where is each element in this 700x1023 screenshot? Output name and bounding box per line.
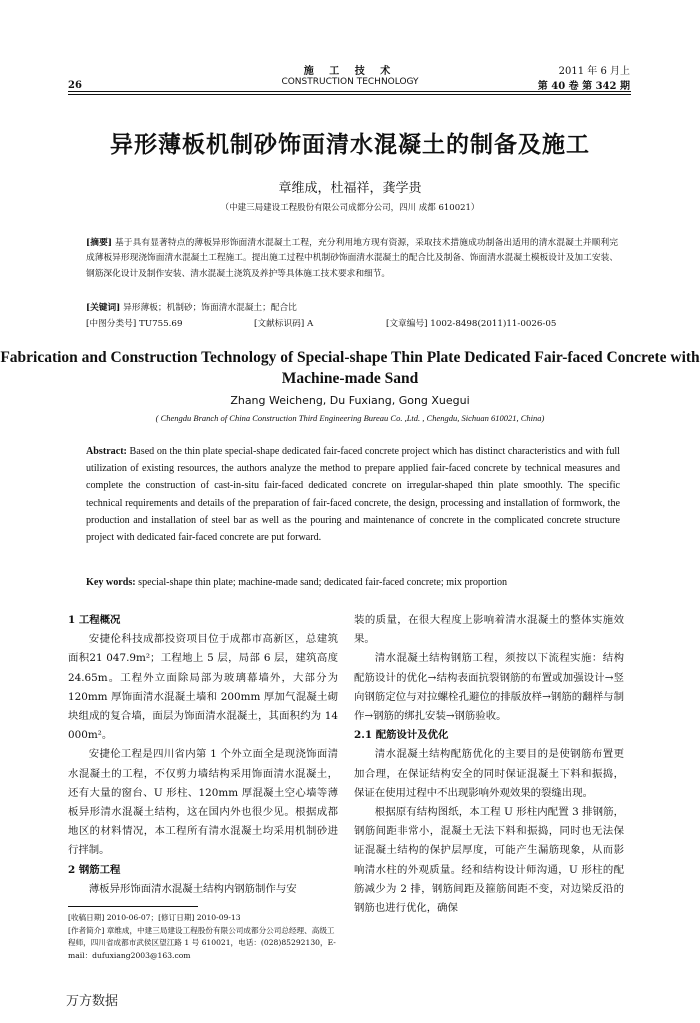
section-1-paragraph-1: 安捷伦科技成都投资项目位于成都市高新区，总建筑面积21 047.9m²；工程地上 5 层，局部 6 层，建筑高度 24.65m。工程外立面除局部为玻璃幕墙外，大部分为 120mm 厚饰面清水混凝土墙和 200mm 厚加气混凝土砌块组成的复合墙，面层为饰面清水混凝土，其面积约为 14 000m²。 [68, 633, 338, 742]
abstract-en-text: Based on the thin plate special-shape dedicated fair-faced concrete project which has distinct characteristics and with full utilization of existing resources, the authors analyze the method to prepare applied fair-faced concrete by technical measures and complete the construction of cast-in-situ fair-faced dedicated concrete on irregular-shaped thin plate smoothly. The specific technical requirements and details of the preparation of fair-faced concrete, the design, processing and installation of formwork, the production and installation of steel bar as well as the pouring and maintenance of concrete in the complicated concrete structure project with dedicated fair-faced concrete are put forward. [86, 446, 620, 544]
abstract-cn-label: [摘要] [86, 238, 113, 248]
abstract-cn [86, 236, 618, 282]
keywords-en [86, 574, 620, 591]
footnote [68, 912, 340, 962]
keywords-en-text: special-shape thin plate; machine-made sand; dedicated fair-faced concrete; mix proportion [138, 577, 508, 588]
subsection-2-1-paragraph-1: 清水混凝土结构配筋优化的主要目的是使钢筋布置更加合理，在保证结构安全的同时保证混凝土下料和振捣，保证在使用过程中不出现影响外观效果的裂缝出现。 [354, 748, 624, 799]
paper-title-en: Fabrication and Construction Technology of Special-shape Thin Plate Dedicated Fair-faced Concrete with Machine-made Sand [0, 349, 700, 387]
article-number: [文章编号] 1002-8498(2011)11-0026-05 [386, 319, 557, 329]
authors-en: Zhang Weicheng, Du Fuxiang, Gong Xuegui [230, 394, 470, 407]
database-watermark: 万方数据 [66, 994, 119, 1009]
keywords-cn-text: 异形薄板；机制砂；饰面清水混凝土；配合比 [123, 303, 297, 313]
section-1-paragraph-2: 安捷伦工程是四川省内第 1 个外立面全是现浇饰面清水混凝土的工程，不仅剪力墙结构采用饰面清水混凝土，还有大量的窗台、U 形柱、120mm 厚混凝土空心墙等薄板异形清水混凝土结构，这在国内外也很少见。根据成都地区的材料情况，本工程所有清水混凝土均采用机制砂进行拌制。 [68, 748, 338, 857]
section-2-paragraph-1: 薄板异形饰面清水混凝土结构内钢筋制作与安 [88, 882, 297, 895]
section-2-paragraph-2: 清水混凝土结构钢筋工程，须按以下流程实施：结构配筋设计的优化→结构表面抗裂钢筋的布置或加强设计→竖向钢筋定位与对拉螺栓孔避位的排版放样→钢筋的翻样与制作→钢筋的绑扎安装→钢筋验收。 [354, 652, 624, 723]
header-rule-thin [68, 94, 631, 95]
document-code: [文献标识码] A [254, 319, 314, 329]
abstract-cn-text: 基于具有显著特点的薄板异形饰面清水混凝土工程，充分利用地方现有资源，采取技术措施成功制备出适用的清水混凝土并顺利完成薄板异形现浇饰面清水混凝土工程施工。提出施工过程中机制砂饰面清水混凝土的配合比及制备、饰面清水混凝土模板设计及加工安装、钢筋深化设计及制作安装、清水混凝土浇筑及养护等具体施工技术要求和细节。 [86, 238, 618, 279]
journal-name-cn: 施 工 技 术 [303, 66, 397, 77]
authors-cn: 章维成，杜福祥，龚学贵 [278, 181, 422, 196]
issue-date: 2011 年 6 月上 [558, 66, 630, 77]
volume-issue: 第 40 卷 第 342 期 [537, 81, 630, 92]
section-2-paragraph-1-cont: 装的质量，在很大程度上影响着清水混凝土的整体实施效果。 [354, 614, 624, 646]
subsection-2-1-paragraph-2: 根据原有结构图纸，本工程 U 形柱内配置 3 排钢筋，钢筋间距非常小，混凝土无法下料和振捣，同时也无法保证混凝土结构的保护层厚度，可能产生漏筋现象，从而影响清水柱的外观质量。经和结构设计师沟通，U 形柱的配筋减少为 2 排，钢筋间距及箍筋间距不变，对边梁反沿的钢筋也进行优化，确保 [354, 806, 624, 915]
paper-title-cn: 异形薄板机制砂饰面清水混凝土的制备及施工 [110, 131, 590, 158]
keywords-cn [86, 300, 618, 316]
clc-number: [中图分类号] TU755.69 [86, 319, 183, 329]
keywords-cn-label: [关键词] [86, 303, 121, 313]
footnote-rule [68, 906, 198, 907]
body-column-right [354, 611, 624, 918]
header-rule-thick [68, 91, 631, 92]
abstract-en [86, 443, 620, 546]
footnote-author-bio: [作者简介] 章维成，中建三局建设工程股份有限公司成都分公司总经理、高级工程师，四川省成都市武侯区望江路 1 号 610021，电话：(028)85292130，E-mail：dufuxiang2003@163.com [68, 925, 336, 960]
footnote-dates: [收稿日期] 2010-06-07；[修订日期] 2010-09-13 [68, 913, 241, 922]
page-number: 26 [68, 80, 82, 91]
abstract-en-label: Abstract: [86, 446, 127, 457]
affiliation-cn: （中建三局建设工程股份有限公司成都分公司，四川 成都 610021） [220, 203, 480, 213]
keywords-en-label: Key words: [86, 577, 136, 588]
section-2-heading: 2 钢筋工程 [68, 863, 121, 876]
section-1-heading: 1 工程概况 [68, 614, 121, 626]
body-column-left [68, 611, 338, 899]
journal-name-en: CONSTRUCTION TECHNOLOGY [281, 77, 419, 87]
subsection-2-1-heading: 2.1 配筋设计及优化 [354, 729, 449, 742]
affiliation-en: ( Chengdu Branch of China Construction Third Engineering Bureau Co. ,Ltd. , Chengdu, Sichuan 610021, China) [155, 413, 545, 423]
